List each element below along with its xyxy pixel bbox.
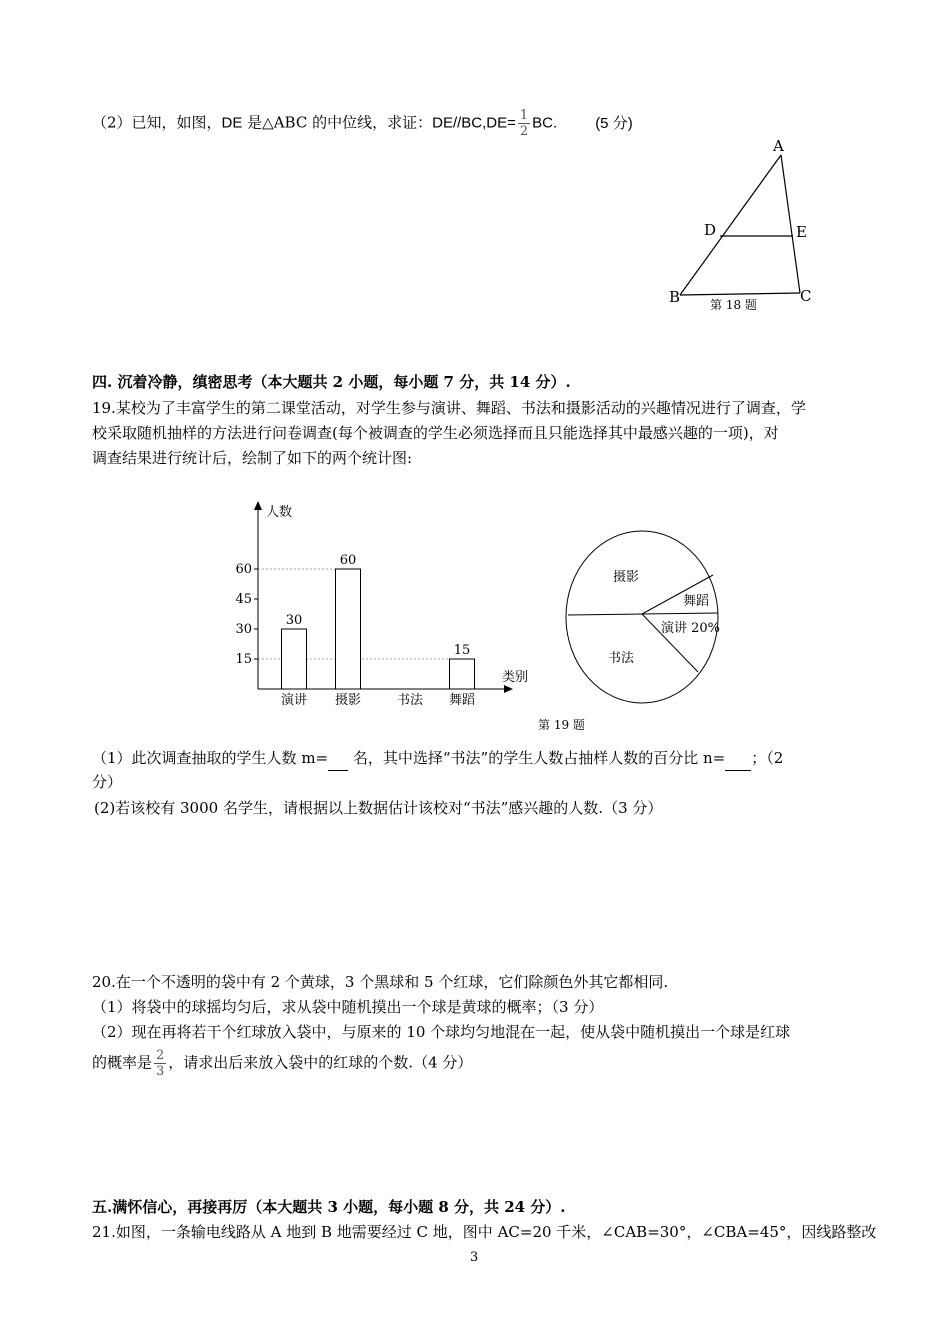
side-ab <box>680 155 781 295</box>
bar-舞蹈 <box>450 659 475 689</box>
q20-sub-2: （2）现在再将若干个红球放入袋中，与原来的 10 个球均匀地混在一起，使从袋中随机摸出一个球是红球 <box>92 1023 791 1041</box>
label-d: D <box>704 221 717 239</box>
bar-chart <box>225 495 545 715</box>
pie-slice-photography-label: 摄影 <box>613 570 640 585</box>
q20-sub-2-cont: 的概率是 $\frac{2}{3}$ ，请求出后来放入袋中的红球的个数.（4 分） <box>92 1048 473 1079</box>
bar-演讲 <box>282 629 307 689</box>
q19-line-3: 调查结果进行统计后，绘制了如下的两个统计图: <box>92 449 413 467</box>
pie-divider-right <box>642 613 718 614</box>
x-category-label-书法: 书法 <box>396 693 424 708</box>
fraction-one-half: $\frac{1}{2}$ <box>519 108 529 139</box>
y-tick-label-60: 60 <box>235 562 252 577</box>
fraction-two-thirds: $\frac{2}{3}$ <box>156 1048 165 1079</box>
q19-sub-1: （1）此次调查抽取的学生人数 m= 名，其中选择“书法”的学生人数占抽样人数的百分比 n= ；（2 <box>92 746 783 771</box>
y-axis-label: 人数 <box>266 505 293 520</box>
x-axis-label: 类别 <box>502 670 529 685</box>
pie-slice-dance-label: 舞蹈 <box>683 594 710 609</box>
bar-value-label-演讲: 30 <box>285 613 303 628</box>
q19-line-1: 19.某校为了丰富学生的第二课堂活动，对学生参与演讲、舞蹈、书法和摄影活动的兴趣情况进行了调查，学 <box>92 399 806 417</box>
q18-2-statement: （2）已知，如图，DE 是△ABC 的中位线，求证：DE//BC,DE= $\frac{1}{2}$ BC. (5 分) <box>92 108 633 139</box>
figure-18-caption: 第 18 题 <box>710 298 757 312</box>
pie-slice-calligraphy-label: 书法 <box>608 651 635 666</box>
side-bc <box>680 293 800 295</box>
figure-19-caption: 第 19 题 <box>538 718 585 732</box>
answer-blank-m[interactable] <box>328 746 348 771</box>
y-tick-label-15: 15 <box>235 652 252 667</box>
pie-chart <box>560 525 730 720</box>
label-b: B <box>669 288 681 306</box>
q19-line-2: 校采取随机抽样的方法进行问卷调查(每个被调查的学生必须选择而且只能选择其中最感兴趣的一项)，对 <box>92 424 779 442</box>
q20-sub-1: （1）将袋中的球摇均匀后，求从袋中随机摸出一个球是黄球的概率；（3 分） <box>92 998 604 1016</box>
y-axis-arrow <box>254 501 262 510</box>
pie-divider-left <box>568 614 642 615</box>
section-5-heading: 五.满怀信心，再接再厉（本大题共 3 小题，每小题 8 分，共 24 分）. <box>92 1198 566 1216</box>
label-c: C <box>800 287 812 305</box>
x-category-label-演讲: 演讲 <box>280 693 308 708</box>
label-a: A <box>773 137 784 155</box>
bar-value-label-摄影: 60 <box>339 553 357 568</box>
label-e: E <box>796 223 807 241</box>
y-tick-label-30: 30 <box>235 622 252 637</box>
y-tick-label-45: 45 <box>235 592 252 607</box>
pie-slice-speech-label: 演讲 20% <box>661 621 721 636</box>
bar-摄影 <box>336 569 361 689</box>
q19-sub-1-cont: 分） <box>92 773 123 791</box>
answer-blank-n[interactable] <box>725 746 751 771</box>
q20-line-1: 20.在一个不透明的袋中有 2 个黄球，3 个黑球和 5 个红球，它们除颜色外其它都相同. <box>92 973 669 991</box>
section-4-heading: 四. 沉着冷静，缜密思考（本大题共 2 小题，每小题 7 分，共 14 分）. <box>92 373 571 391</box>
figure-18-triangle <box>660 135 830 320</box>
bar-value-label-舞蹈: 15 <box>453 643 471 658</box>
q19-sub-2: (2)若该校有 3000 名学生，请根据以上数据估计该校对“书法”感兴趣的人数.（3 分） <box>94 799 663 817</box>
x-axis-arrow <box>504 685 513 693</box>
page-number: 3 <box>470 1250 479 1265</box>
x-category-label-舞蹈: 舞蹈 <box>448 693 476 708</box>
pie-outline <box>566 531 721 703</box>
q21-line-1: 21.如图，一条输电线路从 A 地到 B 地需要经过 C 地，图中 AC=20 千米，∠CAB=30°，∠CBA=45°，因线路整改 <box>92 1223 877 1241</box>
x-category-label-摄影: 摄影 <box>334 693 362 708</box>
